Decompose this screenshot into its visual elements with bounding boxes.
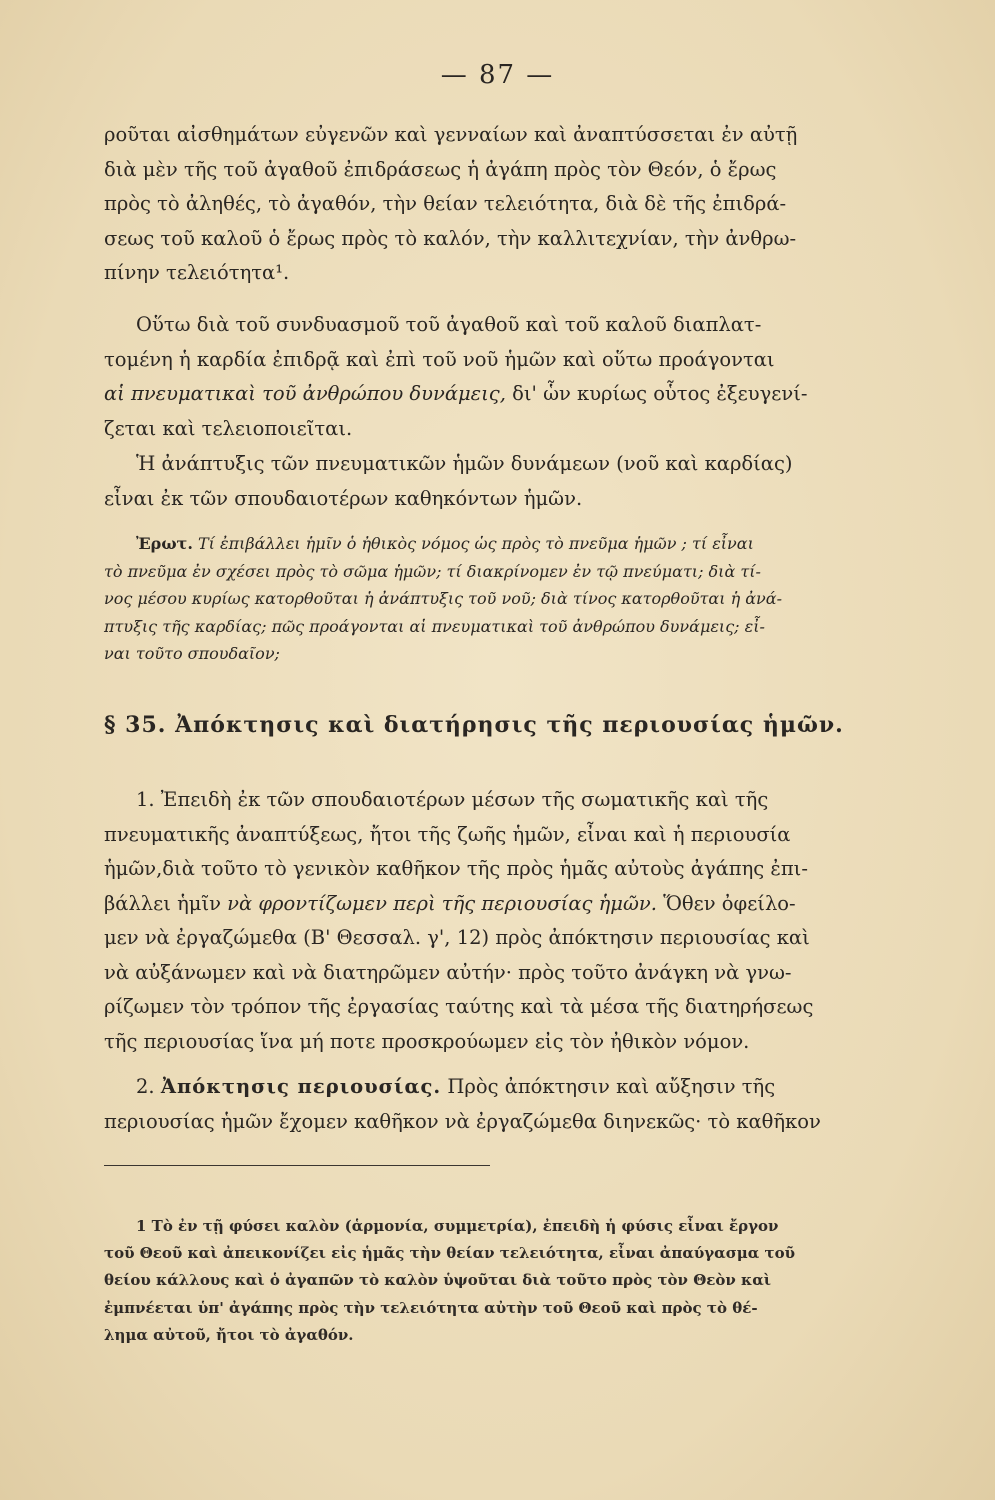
footnote-line: 1 Τὸ ἐν τῇ φύσει καλὸν (ἁρμονία, συμμετρία), ἐπειδὴ ἡ φύσις εἶναι ἔργον: [136, 1217, 779, 1235]
text-line: τῆς περιουσίας ἵνα μή ποτε προσκρούωμεν εἰς τὸν ἠθικὸν νόμον.: [104, 1029, 750, 1053]
questions-label: Ἐρωτ.: [136, 534, 193, 553]
paragraph-3: [104, 447, 894, 516]
emphasis-text: αἱ πνευματικαὶ τοῦ ἀνθρώπου δυνάμεις,: [104, 382, 506, 405]
text-line: Ἡ ἀνάπτυξις τῶν πνευματικῶν ἡμῶν δυνάμεων (νοῦ καὶ καρδίας): [136, 452, 793, 475]
item-number: 2.: [136, 1075, 161, 1098]
section-heading: § 35. Ἀπόκτησις καὶ διατήρησις τῆς περιουσίας ἡμῶν.: [104, 712, 844, 738]
text-line: περιουσίας ἡμῶν ἔχομεν καθῆκον νὰ ἐργαζώμεθα διηνεκῶς· τὸ καθῆκον: [104, 1109, 821, 1133]
text-line: [104, 1070, 894, 1105]
text-run: Πρὸς ἀπόκτησιν καὶ αὔξησιν τῆς: [441, 1075, 776, 1098]
question-line: τὸ πνεῦμα ἐν σχέσει πρὸς τὸ σῶμα ἡμῶν; τί διακρίνομεν ἐν τῷ πνεύματι; διὰ τί-: [104, 561, 761, 581]
item-1-paragraph: [104, 783, 894, 1059]
text-line: πνευματικῆς ἀναπτύξεως, ἤτοι τῆς ζωῆς ἡμῶν, εἶναι καὶ ἡ περιουσία: [104, 822, 791, 846]
footnote-line: λημα αὐτοῦ, ἤτοι τὸ ἀγαθόν.: [104, 1325, 354, 1344]
footnote-line: θείου κάλλους καὶ ὁ ἀγαπῶν τὸ καλὸν ὑψοῦται διὰ τοῦτο πρὸς τὸν Θεὸν καὶ: [104, 1271, 772, 1290]
page-number: — 87 —: [440, 60, 555, 90]
text-line: ἡμῶν,διὰ τοῦτο τὸ γενικὸν καθῆκον τῆς πρὸς ἡμᾶς αὐτοὺς ἀγάπης ἐπι-: [104, 857, 808, 880]
text-line: μεν νὰ ἐργαζώμεθα (Β' Θεσσαλ. γ', 12) πρὸς ἀπόκτησιν περιουσίας καὶ: [104, 926, 810, 949]
text-line: νὰ αὐξάνωμεν καὶ νὰ διατηρῶμεν αὐτήν· πρὸς τοῦτο ἀνάγκη νὰ γνω-: [104, 960, 792, 984]
text-line: τομένη ἡ καρδία ἐπιδρᾷ καὶ ἐπὶ τοῦ νοῦ ἡμῶν καὶ οὕτω προάγονται: [104, 347, 775, 371]
question-line: πτυξις τῆς καρδίας; πῶς προάγονται αἱ πνευματικαὶ τοῦ ἀνθρώπου δυνάμεις; εἶ-: [104, 616, 765, 636]
text-line: [104, 887, 894, 922]
text-line: διὰ μὲν τῆς τοῦ ἀγαθοῦ ἐπιδράσεως ἡ ἀγάπη πρὸς τὸν Θεόν, ὁ ἔρως: [104, 157, 777, 181]
text-line: ζεται καὶ τελειοποιεῖται.: [104, 416, 353, 440]
text-run: βάλλει ἡμῖν: [104, 891, 228, 915]
question-line: ναι τοῦτο σπουδαῖον;: [104, 644, 280, 663]
item-title: Ἀπόκτησις περιουσίας.: [160, 1075, 442, 1098]
text-run: δι' ὧν κυρίως οὗτος ἐξευγενί-: [505, 382, 808, 405]
text-line: [104, 377, 894, 412]
emphasis-text: νὰ φροντίζωμεν περὶ τῆς περιουσίας ἡμῶν.: [227, 891, 657, 915]
paragraph-2: [104, 308, 894, 446]
text-line: 1. Ἐπειδὴ ἐκ τῶν σπουδαιοτέρων μέσων τῆς σωματικῆς καὶ τῆς: [136, 788, 769, 811]
text-line: πίνην τελειότητα¹.: [104, 261, 290, 284]
text-line: εἶναι ἐκ τῶν σπουδαιοτέρων καθηκόντων ἡμῶν.: [104, 486, 583, 510]
footnote: [104, 1213, 894, 1349]
text-line: σεως τοῦ καλοῦ ὁ ἔρως πρὸς τὸ καλόν, τὴν καλλιτεχνίαν, τὴν ἀνθρω-: [104, 226, 797, 250]
review-questions: [104, 530, 894, 668]
text-run: Ὅθεν ὀφείλο-: [656, 891, 796, 915]
item-2-paragraph: [104, 1070, 894, 1139]
text-line: ρίζωμεν τὸν τρόπον τῆς ἐργασίας ταύτης καὶ τὰ μέσα τῆς διατηρήσεως: [104, 995, 814, 1018]
text-line: πρὸς τὸ ἀληθές, τὸ ἀγαθόν, τὴν θείαν τελειότητα, διὰ δὲ τῆς ἐπιδρά-: [104, 192, 787, 215]
paragraph-1: [104, 118, 894, 291]
text-run: Τί ἐπιβάλλει ἡμῖν ὁ ἠθικὸς νόμος ὡς πρὸς τὸ πνεῦμα ἡμῶν ; τί εἶναι: [192, 534, 754, 553]
question-line: νος μέσου κυρίως κατορθοῦται ἡ ἀνάπτυξις τοῦ νοῦ; διὰ τίνος κατορθοῦται ἡ ἀνά-: [104, 589, 782, 608]
text-line: ροῦται αἰσθημάτων εὐγενῶν καὶ γενναίων καὶ ἀναπτύσσεται ἐν αὐτῇ: [104, 123, 798, 146]
text-line: Οὕτω διὰ τοῦ συνδυασμοῦ τοῦ ἀγαθοῦ καὶ τοῦ καλοῦ διαπλατ-: [136, 313, 762, 336]
footnote-line: τοῦ Θεοῦ καὶ ἀπεικονίζει εἰς ἡμᾶς τὴν θείαν τελειότητα, εἶναι ἀπαύγασμα τοῦ: [104, 1244, 796, 1263]
footnote-divider: [104, 1165, 490, 1166]
footnote-line: ἐμπνέεται ὑπ' ἀγάπης πρὸς τὴν τελειότητα αὐτὴν τοῦ Θεοῦ καὶ πρὸς τὸ θέ-: [104, 1298, 758, 1317]
question-line: [104, 530, 894, 558]
